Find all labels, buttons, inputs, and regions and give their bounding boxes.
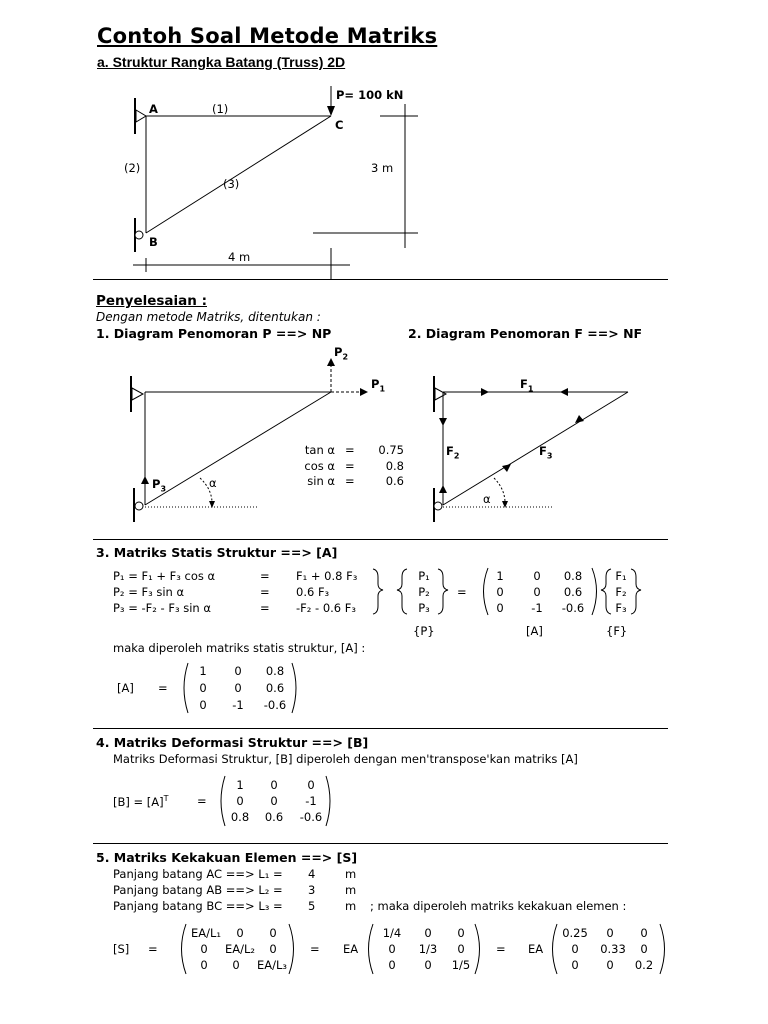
matrix-cell: 0.6 [264, 810, 284, 824]
matrix-cell: 0 [199, 698, 207, 712]
matrix-cell: 0 [307, 778, 315, 792]
matrix-cell: 0 [571, 942, 579, 956]
matrix-cell: 0.25 [562, 926, 588, 940]
f2-label: $F_2$ [446, 444, 460, 461]
p2-label: $P_2$ [334, 345, 349, 362]
matrix-cell: -0.6 [561, 601, 585, 615]
matrix-cell: 0 [571, 958, 579, 972]
f-vector-cell: F₃ [615, 601, 627, 615]
paren-left [369, 924, 374, 974]
a-matrix-label: [A] [526, 624, 543, 638]
matrix-cell: EA/L₁ [190, 926, 222, 940]
matrix-cell: 0 [640, 942, 648, 956]
matrix-cell: 0 [533, 569, 541, 583]
matrix-cell: 0 [269, 926, 277, 940]
matrix-cell: -1 [531, 601, 543, 615]
matrix-cell: 0.6 [265, 681, 285, 695]
p-vector-cell: P₁ [418, 569, 430, 583]
alpha-label: α [483, 492, 491, 506]
ea-label: EA [528, 942, 544, 956]
trig-fn: tan α [304, 443, 335, 457]
member-3-label: (3) [223, 177, 240, 191]
matrix-cell: -1 [232, 698, 244, 712]
p-vector-cell: P₃ [418, 601, 430, 615]
node-a-label: A [149, 102, 158, 116]
matrix-cell: 0.6 [563, 585, 583, 599]
f-vector-label: {F} [606, 624, 628, 638]
matrix-cell: 1/3 [418, 942, 438, 956]
trig-val: 0.75 [378, 443, 404, 457]
matrix-cell: 0 [270, 778, 278, 792]
height-label: 3 m [371, 161, 394, 175]
matrix-cell: 0 [200, 958, 208, 972]
trig-val: 0.6 [385, 474, 404, 488]
matrix-cell: 0 [424, 958, 432, 972]
matrix-cell: 0 [640, 926, 648, 940]
sec4-heading: 4. Matriks Deformasi Struktur ==> [B] [96, 735, 369, 750]
matrix-cell: 1 [496, 569, 504, 583]
length-value: 4 [308, 867, 316, 881]
matrix-cell: 0 [232, 958, 240, 972]
paren-left [553, 924, 558, 974]
matrix-cell: 0 [457, 942, 465, 956]
p3-label: $P_3$ [152, 477, 167, 494]
sec5-heading: 5. Matriks Kekakuan Elemen ==> [S] [96, 850, 358, 865]
member-1-label: (1) [212, 102, 229, 116]
matrix-cell: 0 [496, 585, 504, 599]
sec5-note: ; maka diperoleh matriks kekakuan elemen : [370, 899, 627, 913]
node-c-label: C [335, 118, 344, 132]
matrix-cell: 0 [533, 585, 541, 599]
equation-eq: = [260, 601, 270, 615]
equation-eq: = [260, 569, 270, 583]
matrix-cell: -0.6 [299, 810, 323, 824]
equals-sign: = [457, 585, 467, 599]
equation-lhs: P₁ = F₁ + F₃ cos α [113, 569, 216, 583]
matrix-cell: 0 [236, 926, 244, 940]
s-label: [S] [113, 942, 130, 956]
solution-intro: Dengan metode Matriks, ditentukan : [96, 310, 321, 324]
matrix-cell: 1 [199, 664, 207, 678]
equals-sign: = [197, 794, 207, 808]
matrix-cell: 0 [496, 601, 504, 615]
matrix-cell: 0 [234, 664, 242, 678]
p-vector-cell: P₂ [418, 585, 430, 599]
ea-label: EA [343, 942, 359, 956]
f-vector-cell: F₁ [615, 569, 627, 583]
matrix-cell: 0 [234, 681, 242, 695]
matrix-cell: 0 [270, 794, 278, 808]
matrix-cell: 0 [606, 958, 614, 972]
matrix-cell: 0.8 [563, 569, 583, 583]
trig-eq: = [345, 474, 355, 488]
trig-val: 0.8 [385, 459, 404, 473]
matrix-cell: -1 [305, 794, 317, 808]
length-unit: m [345, 899, 357, 913]
subtitle: a. Struktur Rangka Batang (Truss) 2D [97, 54, 346, 70]
sec3-conclusion: maka diperoleh matriks statis struktur, [A] : [113, 641, 366, 655]
matrix-cell: 1/5 [451, 958, 471, 972]
length-unit: m [345, 883, 357, 897]
equals-sign: = [496, 942, 506, 956]
f1-label: $F_1$ [520, 377, 534, 394]
equals-sign: = [310, 942, 320, 956]
width-label: 4 m [228, 250, 251, 264]
matrix-cell: EA/L₂ [224, 942, 256, 956]
equation-eq: = [260, 585, 270, 599]
length-value: 5 [308, 899, 316, 913]
alpha-label: α [209, 476, 217, 490]
matrix-cell: 0 [606, 926, 614, 940]
page-title: Contoh Soal Metode Matriks [97, 24, 438, 48]
matrix-cell: 0 [236, 794, 244, 808]
equation-rhs: F₁ + 0.8 F₃ [296, 569, 358, 583]
matrix-cell: 0.8 [230, 810, 250, 824]
matrix-cell: 0 [200, 942, 208, 956]
trig-eq: = [345, 459, 355, 473]
matrix-cell: 0 [424, 926, 432, 940]
load-label: P= 100 kN [336, 88, 404, 102]
equation-lhs: P₂ = F₃ sin α [113, 585, 185, 599]
matrix-cell: 1/4 [382, 926, 402, 940]
paren-right [660, 924, 665, 974]
matrix-cell: 0.33 [600, 942, 626, 956]
matrix-cell: 0.2 [634, 958, 654, 972]
trig-fn: sin α [307, 474, 335, 488]
a-label: [A] [117, 681, 134, 695]
matrix-cell: 1 [236, 778, 244, 792]
length-label: Panjang batang AC ==> L₁ = [113, 867, 283, 881]
paren-right [475, 924, 480, 974]
matrix-cell: 0 [388, 942, 396, 956]
p-vector-label: {P} [413, 624, 435, 638]
matrix-cell: 0 [269, 942, 277, 956]
b-label: $[B] = [A]^T$ [113, 794, 169, 809]
length-label: Panjang batang AB ==> L₂ = [113, 883, 283, 897]
trig-eq: = [345, 443, 355, 457]
node-b-label: B [149, 235, 158, 249]
equals-sign: = [158, 681, 168, 695]
f-vector-cell: F₂ [615, 585, 627, 599]
matrix-cell: -0.6 [263, 698, 287, 712]
sec4-text: Matriks Deformasi Struktur, [B] diperoleh dengan men'transpose'kan matriks [A] [113, 752, 578, 766]
equation-rhs: -F₂ - 0.6 F₃ [296, 601, 357, 615]
length-label: Panjang batang BC ==> L₃ = [113, 899, 283, 913]
member-2-label: (2) [124, 161, 141, 175]
trig-fn: cos α [304, 459, 335, 473]
length-unit: m [345, 867, 357, 881]
matrix-cell: 0.8 [265, 664, 285, 678]
equation-lhs: P₃ = -F₂ - F₃ sin α [113, 601, 211, 615]
equation-rhs: 0.6 F₃ [296, 585, 330, 599]
matrix-cell: 0 [457, 926, 465, 940]
matrix-cell: 0 [199, 681, 207, 695]
matrix-cell: EA/L₃ [256, 958, 288, 972]
matrix-cell: 0 [388, 958, 396, 972]
p1-label: $P_1$ [371, 377, 386, 394]
solution-heading: Penyelesaian : [96, 293, 207, 309]
f3-label: $F_3$ [539, 444, 553, 461]
diagram-np-heading: 1. Diagram Penomoran P ==> NP [96, 326, 332, 341]
sec3-heading: 3. Matriks Statis Struktur ==> [A] [96, 545, 338, 560]
equals-sign: = [148, 942, 158, 956]
diagram-nf-heading: 2. Diagram Penomoran F ==> NF [408, 326, 643, 341]
length-value: 3 [308, 883, 316, 897]
